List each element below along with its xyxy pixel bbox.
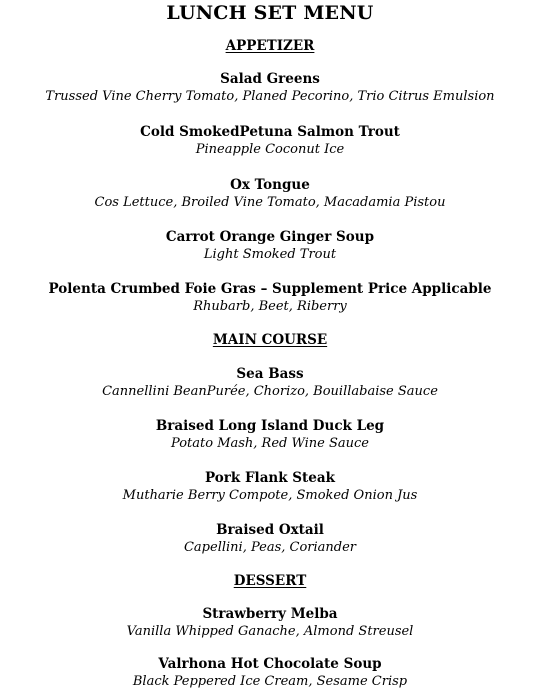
item-description: Cannellini BeanPurée, Chorizo, Bouillabaise Sauce (102, 384, 438, 399)
menu-item (0, 124, 540, 158)
menu-item (0, 470, 540, 504)
menu-item (0, 281, 540, 315)
item-description: Potato Mash, Red Wine Sauce (170, 436, 369, 451)
item-name: Carrot Orange Ginger Soup (165, 229, 375, 245)
menu-item (0, 606, 540, 640)
menu-item (0, 229, 540, 263)
menu-item (0, 656, 540, 690)
item-description: Light Smoked Trout (203, 247, 337, 262)
item-name: Braised Oxtail (216, 522, 324, 538)
item-description: Trussed Vine Cherry Tomato, Planed Pecorino, Trio Citrus Emulsion (45, 89, 495, 104)
item-description: Black Peppered Ice Cream, Sesame Crisp (132, 674, 408, 689)
item-name: Pork Flank Steak (205, 470, 335, 486)
menu-title: LUNCH SET MENU (166, 2, 374, 24)
item-name: Sea Bass (236, 366, 304, 382)
menu-item (0, 177, 540, 211)
item-description: Mutharie Berry Compote, Smoked Onion Jus (122, 488, 418, 503)
item-name: Ox Tongue (230, 177, 310, 193)
item-name: Braised Long Island Duck Leg (155, 418, 385, 434)
section-heading-dessert: DESSERT (233, 573, 307, 589)
item-name: Valrhona Hot Chocolate Soup (158, 656, 382, 672)
item-name: Salad Greens (220, 71, 320, 87)
section-heading-appetizer: APPETIZER (225, 38, 315, 54)
menu-item (0, 71, 540, 105)
item-name: Polenta Crumbed Foie Gras – Supplement Price Applicable (48, 281, 492, 297)
menu-item (0, 366, 540, 400)
section-heading-main-course: MAIN COURSE (212, 332, 328, 348)
menu-item (0, 418, 540, 452)
item-name: Strawberry Melba (202, 606, 338, 622)
item-description: Vanilla Whipped Ganache, Almond Streusel (126, 624, 414, 639)
item-description: Pineapple Coconut Ice (195, 142, 345, 157)
menu-item (0, 522, 540, 556)
item-description: Cos Lettuce, Broiled Vine Tomato, Macadamia Pistou (94, 195, 446, 210)
item-name: Cold SmokedPetuna Salmon Trout (140, 124, 400, 140)
item-description: Rhubarb, Beet, Riberry (193, 299, 347, 314)
item-description: Capellini, Peas, Coriander (183, 540, 357, 555)
